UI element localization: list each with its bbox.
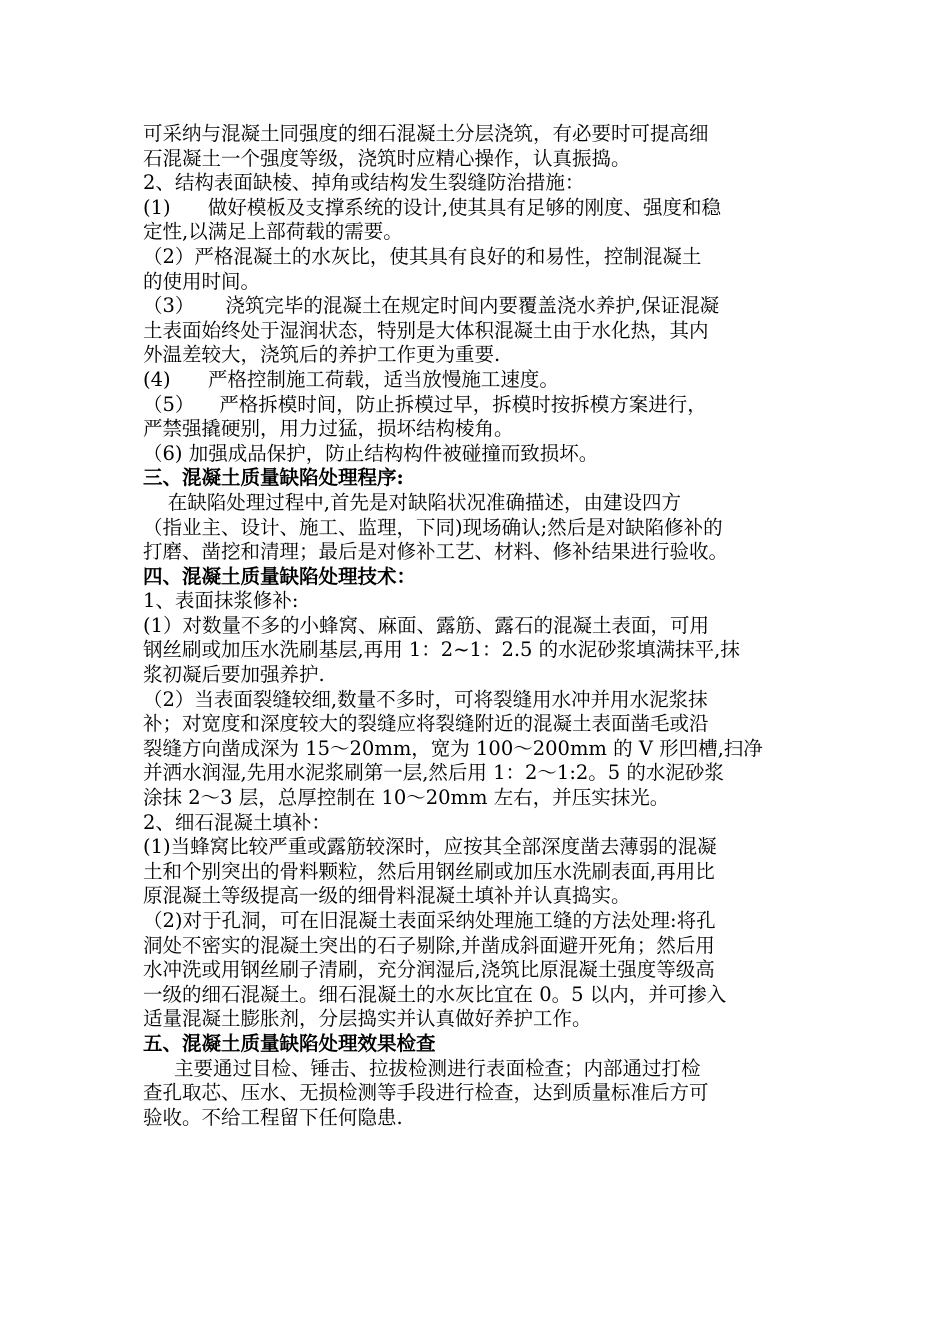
text-line: 定性,以满足上部荷载的需要。 bbox=[143, 220, 403, 244]
text-line: 2、结构表面缺棱、掉角或结构发生裂缝防治措施： bbox=[143, 171, 585, 195]
text-line: 外温差较大，浇筑后的养护工作更为重要. bbox=[143, 343, 501, 367]
text-line: 并洒水润湿,先用水泥浆刷第一层,然后用 1：2～1:2。5 的水泥砂浆 bbox=[143, 761, 724, 785]
section-heading: 三、混凝土质量缺陷处理程序: bbox=[143, 466, 404, 490]
text-line: 1、表面抹浆修补: bbox=[143, 589, 299, 613]
section-heading: 四、混凝土质量缺陷处理技术： bbox=[143, 564, 417, 588]
text-line: （3） 浇筑完毕的混凝土在规定时间内要覆盖浇水养护,保证混凝 bbox=[143, 294, 720, 318]
text-line: 石混凝土一个强度等级，浇筑时应精心操作，认真振捣。 bbox=[143, 146, 631, 170]
text-line: (1）对数量不多的小蜂窝、麻面、露筋、露石的混凝土表面，可用 bbox=[143, 613, 710, 637]
text-line: 严禁强撬硬别，用力过猛，损坏结构棱角。 bbox=[143, 417, 514, 441]
text-line: 钢丝刷或加压水洗刷基层,再用 1：2~1：2.5 的水泥砂浆填满抹平,抹 bbox=[143, 638, 740, 662]
text-line: 的使用时间。 bbox=[143, 269, 261, 293]
text-line: （指业主、设计、施工、监理，下同)现场确认;然后是对缺陷修补的 bbox=[143, 515, 723, 539]
text-line: （6) 加强成品保护，防止结构构件被碰撞而致损坏。 bbox=[143, 441, 599, 465]
text-line: 土表面始终处于湿润状态，特别是大体积混凝土由于水化热，其内 bbox=[143, 318, 709, 342]
text-line: 裂缝方向凿成深为 15～20mm，宽为 100～200mm 的 V 形凹槽,扫净 bbox=[143, 736, 763, 760]
text-line: 在缺陷处理过程中,首先是对缺陷状况准确描述，由建设四方 bbox=[143, 490, 681, 514]
text-line: 洞处不密实的混凝土突出的石子剔除,并凿成斜面避开死角；然后用 bbox=[143, 933, 715, 957]
text-line: 补；对宽度和深度较大的裂缝应将裂缝附近的混凝土表面凿毛或沿 bbox=[143, 712, 709, 736]
text-line: （2）严格混凝土的水灰比，使其具有良好的和易性，控制混凝土 bbox=[143, 244, 702, 268]
text-line: 可采纳与混凝土同强度的细石混凝土分层浇筑，有必要时可提高细 bbox=[143, 122, 709, 145]
text-line: 适量混凝土膨胀剂，分层捣实并认真做好养护工作。 bbox=[143, 1007, 592, 1031]
text-line: 水冲洗或用钢丝刷子清刷，充分润湿后,浇筑比原混凝土强度等级高 bbox=[143, 958, 715, 982]
text-line: 原混凝土等级提高一级的细骨料混凝土填补并认真捣实。 bbox=[143, 884, 631, 908]
text-line: 打磨、凿挖和清理；最后是对修补工艺、材料、修补结果进行验收。 bbox=[143, 540, 729, 564]
section-heading: 五、混凝土质量缺陷处理效果检查 bbox=[143, 1031, 436, 1055]
text-line: 一级的细石混凝土。细石混凝土的水灰比宜在 0。5 以内，并可掺入 bbox=[143, 982, 727, 1006]
text-line: 浆初凝后要加强养护. bbox=[143, 663, 325, 687]
text-line: （5） 严格拆模时间，防止拆模过早，拆模时按拆模方案进行， bbox=[143, 392, 707, 416]
text-line: 涂抹 2～3 层，总厚控制在 10～20mm 左右，并压实抹光。 bbox=[143, 786, 670, 810]
document-body bbox=[143, 122, 811, 1130]
text-line: （2)对于孔洞，可在旧混凝土表面采纳处理施工缝的方法处理:将孔 bbox=[143, 909, 716, 932]
text-line: (1) 做好模板及支撑系统的设计,使其具有足够的刚度、强度和稳 bbox=[143, 195, 722, 219]
text-line: (4) 严格控制施工荷载，适当放慢施工速度。 bbox=[143, 367, 559, 391]
text-line: 查孔取芯、压水、无损检测等手段进行检查，达到质量标准后方可 bbox=[143, 1081, 709, 1105]
text-line: (1)当蜂窝比较严重或露筋较深时，应按其全部深度凿去薄弱的混凝 bbox=[143, 835, 717, 859]
text-line: 土和个别突出的骨料颗粒，然后用钢丝刷或加压水洗刷表面,再用比 bbox=[143, 859, 715, 883]
text-line: 2、细石混凝土填补： bbox=[143, 810, 331, 834]
text-line: 主要通过目检、锤击、拉拔检测进行表面检查；内部通过打检 bbox=[143, 1056, 701, 1080]
text-line: （2）当表面裂缝较细,数量不多时，可将裂缝用水冲并用水泥浆抹 bbox=[143, 687, 708, 711]
text-line: 验收。不给工程留下任何隐患. bbox=[143, 1105, 403, 1129]
